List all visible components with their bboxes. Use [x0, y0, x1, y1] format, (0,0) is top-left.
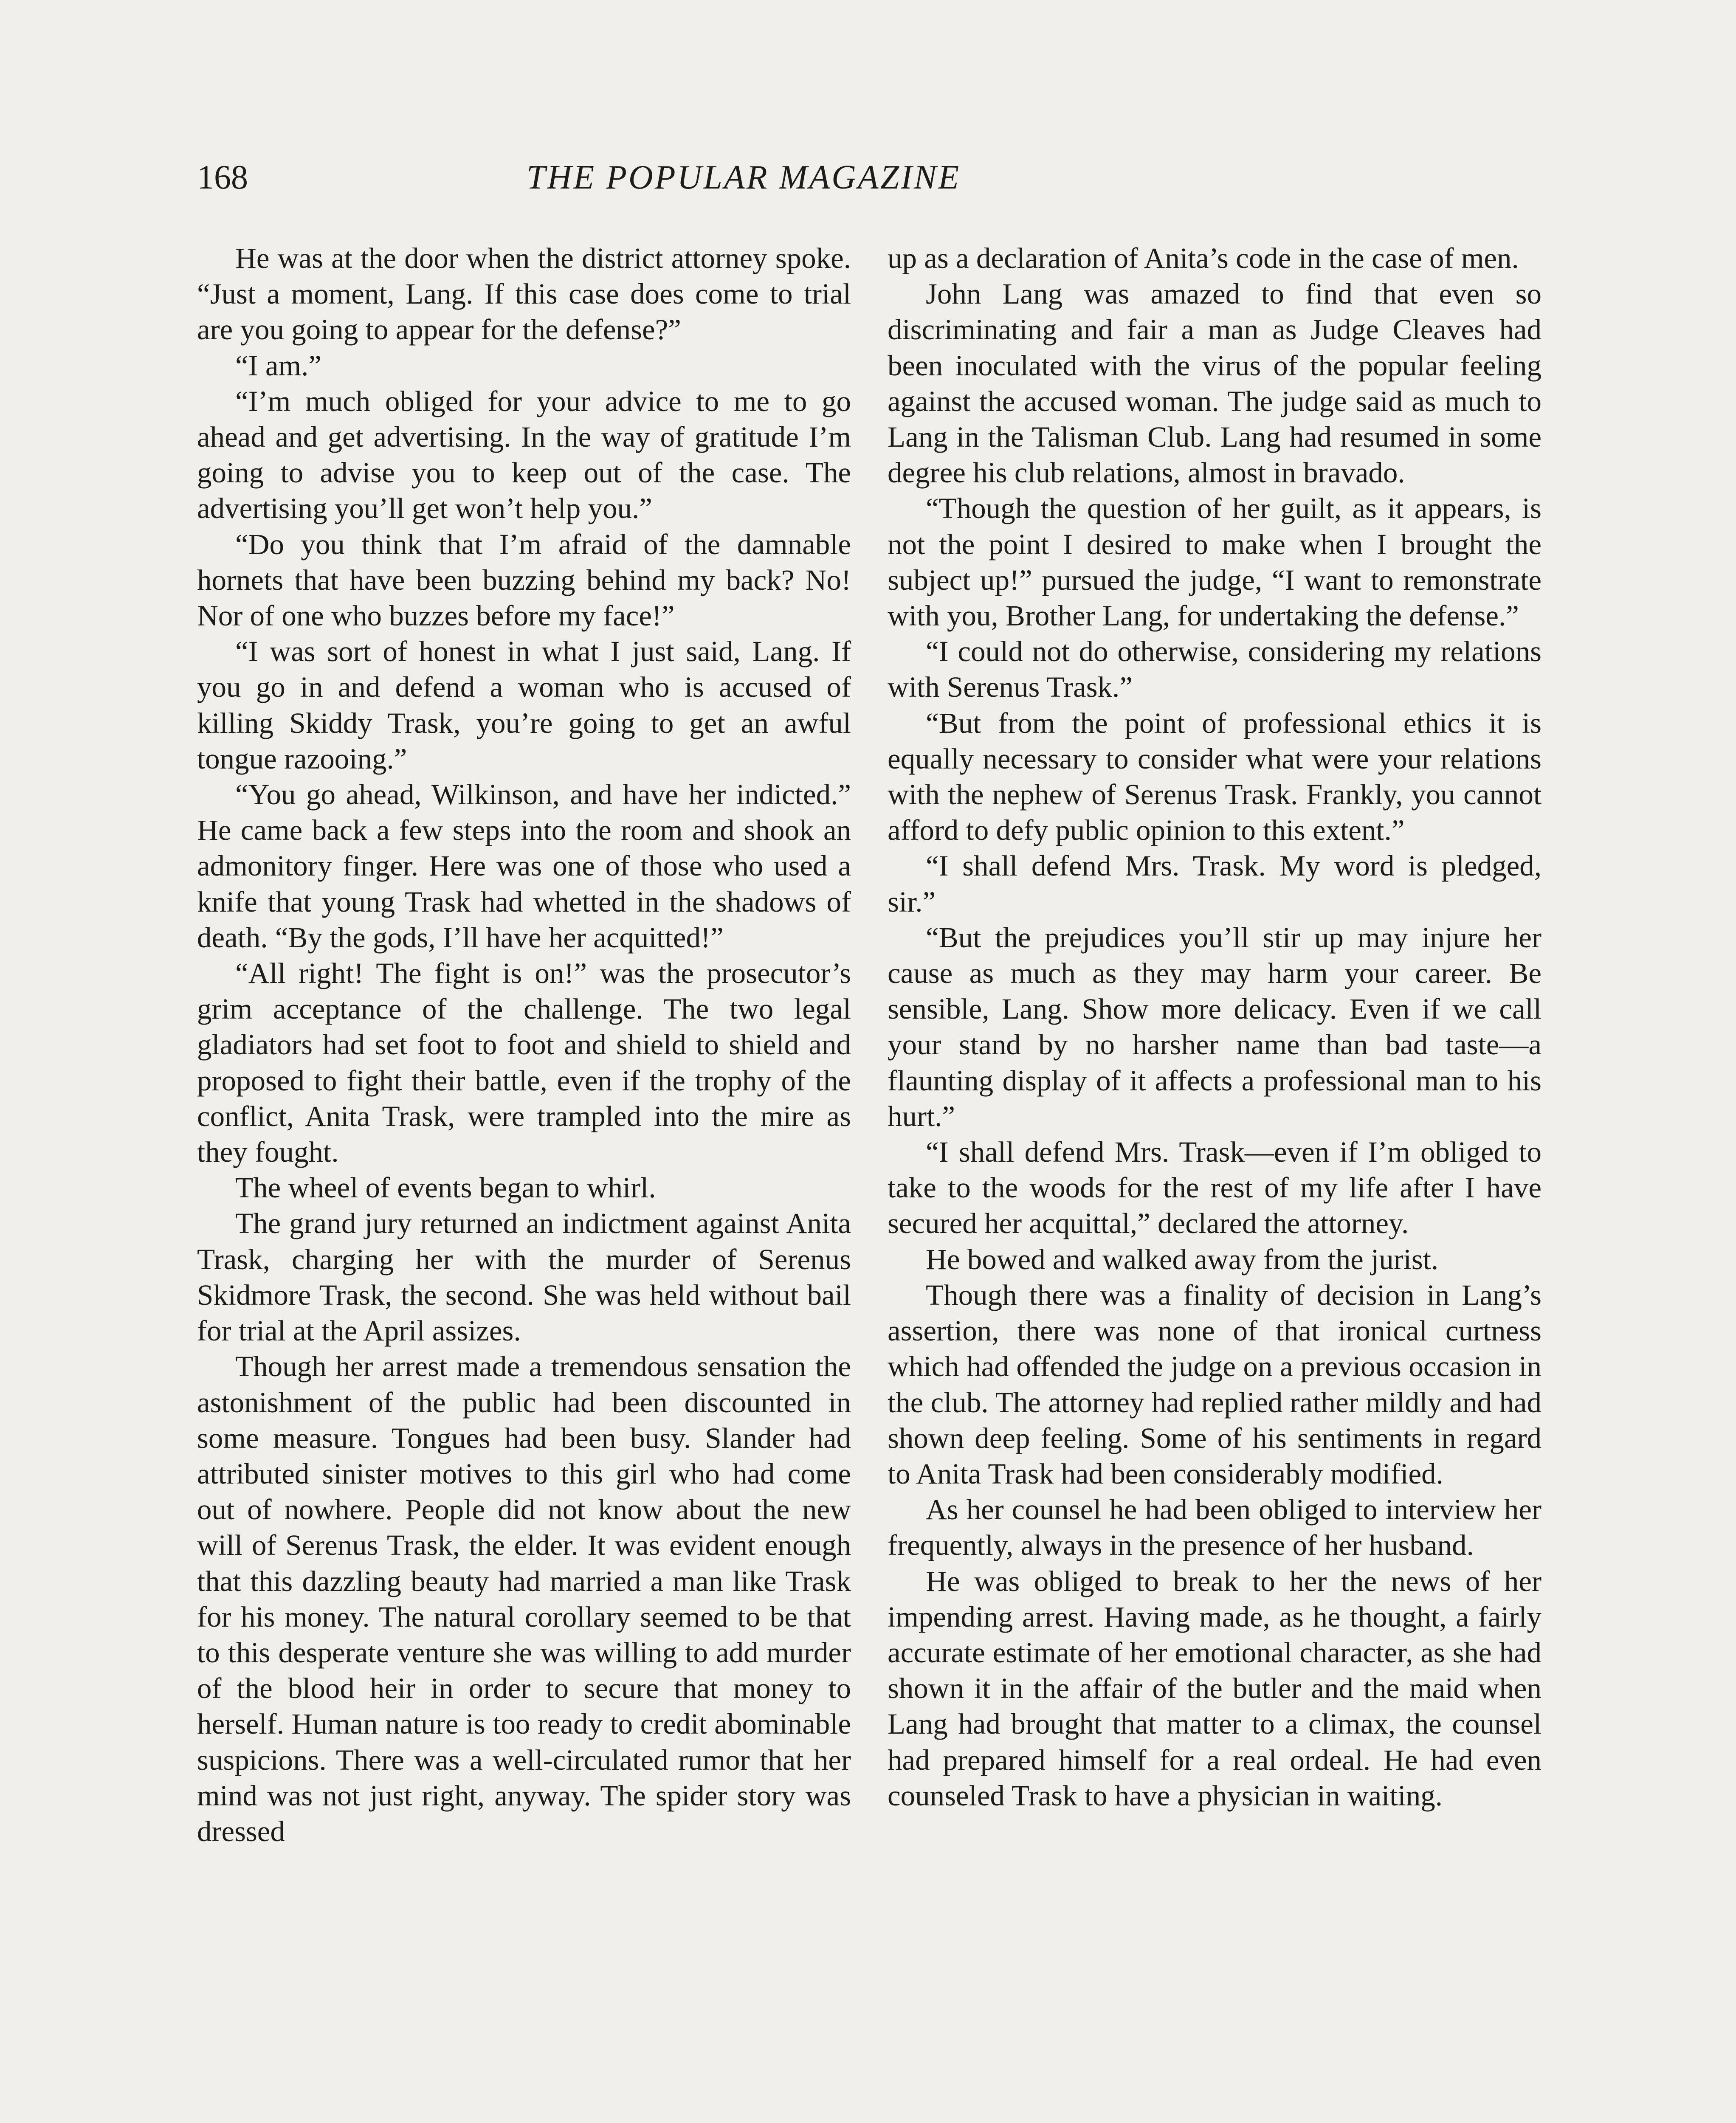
paragraph: up as a declaration of Anita’s code in the case of men.: [888, 242, 1519, 274]
right-column: [888, 240, 1542, 1813]
paragraph: John Lang was amazed to find that even so discriminating and fair a man as Judge Cleaves had been inoculated with the virus of the popular feeling against the accused woman. The judge said as much to Lang in the Talisman Club. Lang had resumed in some degree his club relations, almost in bravado.: [888, 278, 1542, 489]
paragraph: “I could not do otherwise, considering my relations with Serenus Trask.”: [888, 635, 1542, 704]
paragraph: “Though the question of her guilt, as it appears, is not the point I desired to make when I brought the subject up!” pursued the judge, “I want to remonstrate with you, Brother Lang, for undertaking the defense.”: [888, 492, 1542, 632]
paragraph: He was obliged to break to her the news of her impending arrest. Having made, as he thought, a fairly accurate estimate of her emotional character, as she had shown it in the affair of the butler and the maid when Lang had brought that matter to a climax, the counsel had prepared himself for a real ordeal. He had even counseled Trask to have a physician in waiting.: [888, 1565, 1542, 1812]
paragraph: “All right! The fight is on!” was the prosecutor’s grim acceptance of the challenge. The two legal gladiators had set foot to foot and shield to shield and proposed to fight their battle, even if the trophy of the conflict, Anita Trask, were trampled into the mire as they fought.: [197, 957, 851, 1168]
paragraph: “I shall defend Mrs. Trask—even if I’m obliged to take to the woods for the rest of my life after I have secured her acquittal,” declared the attorney.: [888, 1136, 1542, 1240]
left-column: [197, 240, 851, 1849]
page-number: 168: [197, 159, 248, 196]
paragraph: “I shall defend Mrs. Trask. My word is pledged, sir.”: [888, 850, 1542, 918]
paragraph: As her counsel he had been obliged to interview her frequently, always in the presence of her husband.: [888, 1493, 1542, 1562]
paragraph: “I am.”: [235, 349, 322, 382]
paragraph: “I’m much obliged for your advice to me to go ahead and get advertising. In the way of gratitude I’m going to advise you to keep out of the case. The advertising you’ll get won’t help you.”: [197, 385, 851, 525]
paragraph: Though there was a finality of decision in Lang’s assertion, there was none of that ironical curtness which had offended the judge on a previous occasion in the club. The attorney had replied rather mildly and had shown deep feeling. Some of his sentiments in regard to Anita Trask had been considerably modified.: [888, 1278, 1542, 1490]
paragraph: He was at the door when the district attorney spoke. “Just a moment, Lang. If this case does come to trial are you going to appear for the defense?”: [197, 242, 851, 346]
paragraph: Though her arrest made a tremendous sensation the astonishment of the public had been discounted in some measure. Tongues had been busy. Slander had attributed sinister motives to this girl who had come out of nowhere. People did not know about the new will of Serenus Trask, the elder. It was evident enough that this dazzling beauty had married a man like Trask for his money. The natural corollary seemed to be that to this desperate venture she was willing to add murder of the blood heir in order to secure that money to herself. Human nature is too ready to credit abominable suspicions. There was a well-circulated rumor that her mind was not just right, anyway. The spider story was dressed: [197, 1350, 851, 1847]
paragraph: “But the prejudices you’ll stir up may injure her cause as much as they may harm your career. Be sensible, Lang. Show more delicacy. Even if we call your stand by no harsher name than bad taste—a flaunting display of it affects a professional man to his hurt.”: [888, 921, 1542, 1132]
paragraph: “You go ahead, Wilkinson, and have her indicted.” He came back a few steps into the room and shook an admonitory finger. Here was one of those who used a knife that young Trask had whetted in the shadows of death. “By the gods, I’ll have her acquitted!”: [197, 778, 851, 954]
paragraph: “Do you think that I’m afraid of the damnable hornets that have been buzzing behind my back? No! Nor of one who buzzes before my face!”: [197, 528, 851, 632]
running-head: THE POPULAR MAGAZINE: [527, 159, 961, 196]
paragraph: “I was sort of honest in what I just said, Lang. If you go in and defend a woman who is accused of killing Skiddy Trask, you’re going to get an awful tongue razooing.”: [197, 635, 851, 775]
paragraph: The wheel of events began to whirl.: [235, 1171, 656, 1204]
paragraph: The grand jury returned an indictment against Anita Trask, charging her with the murder of Serenus Skidmore Trask, the second. She was held without bail for trial at the April assizes.: [197, 1207, 851, 1347]
paragraph: “But from the point of professional ethics it is equally necessary to consider what were your relations with the nephew of Serenus Trask. Frankly, you cannot afford to defy public opinion to this extent.”: [888, 707, 1542, 847]
paragraph: He bowed and walked away from the jurist.: [926, 1243, 1439, 1275]
